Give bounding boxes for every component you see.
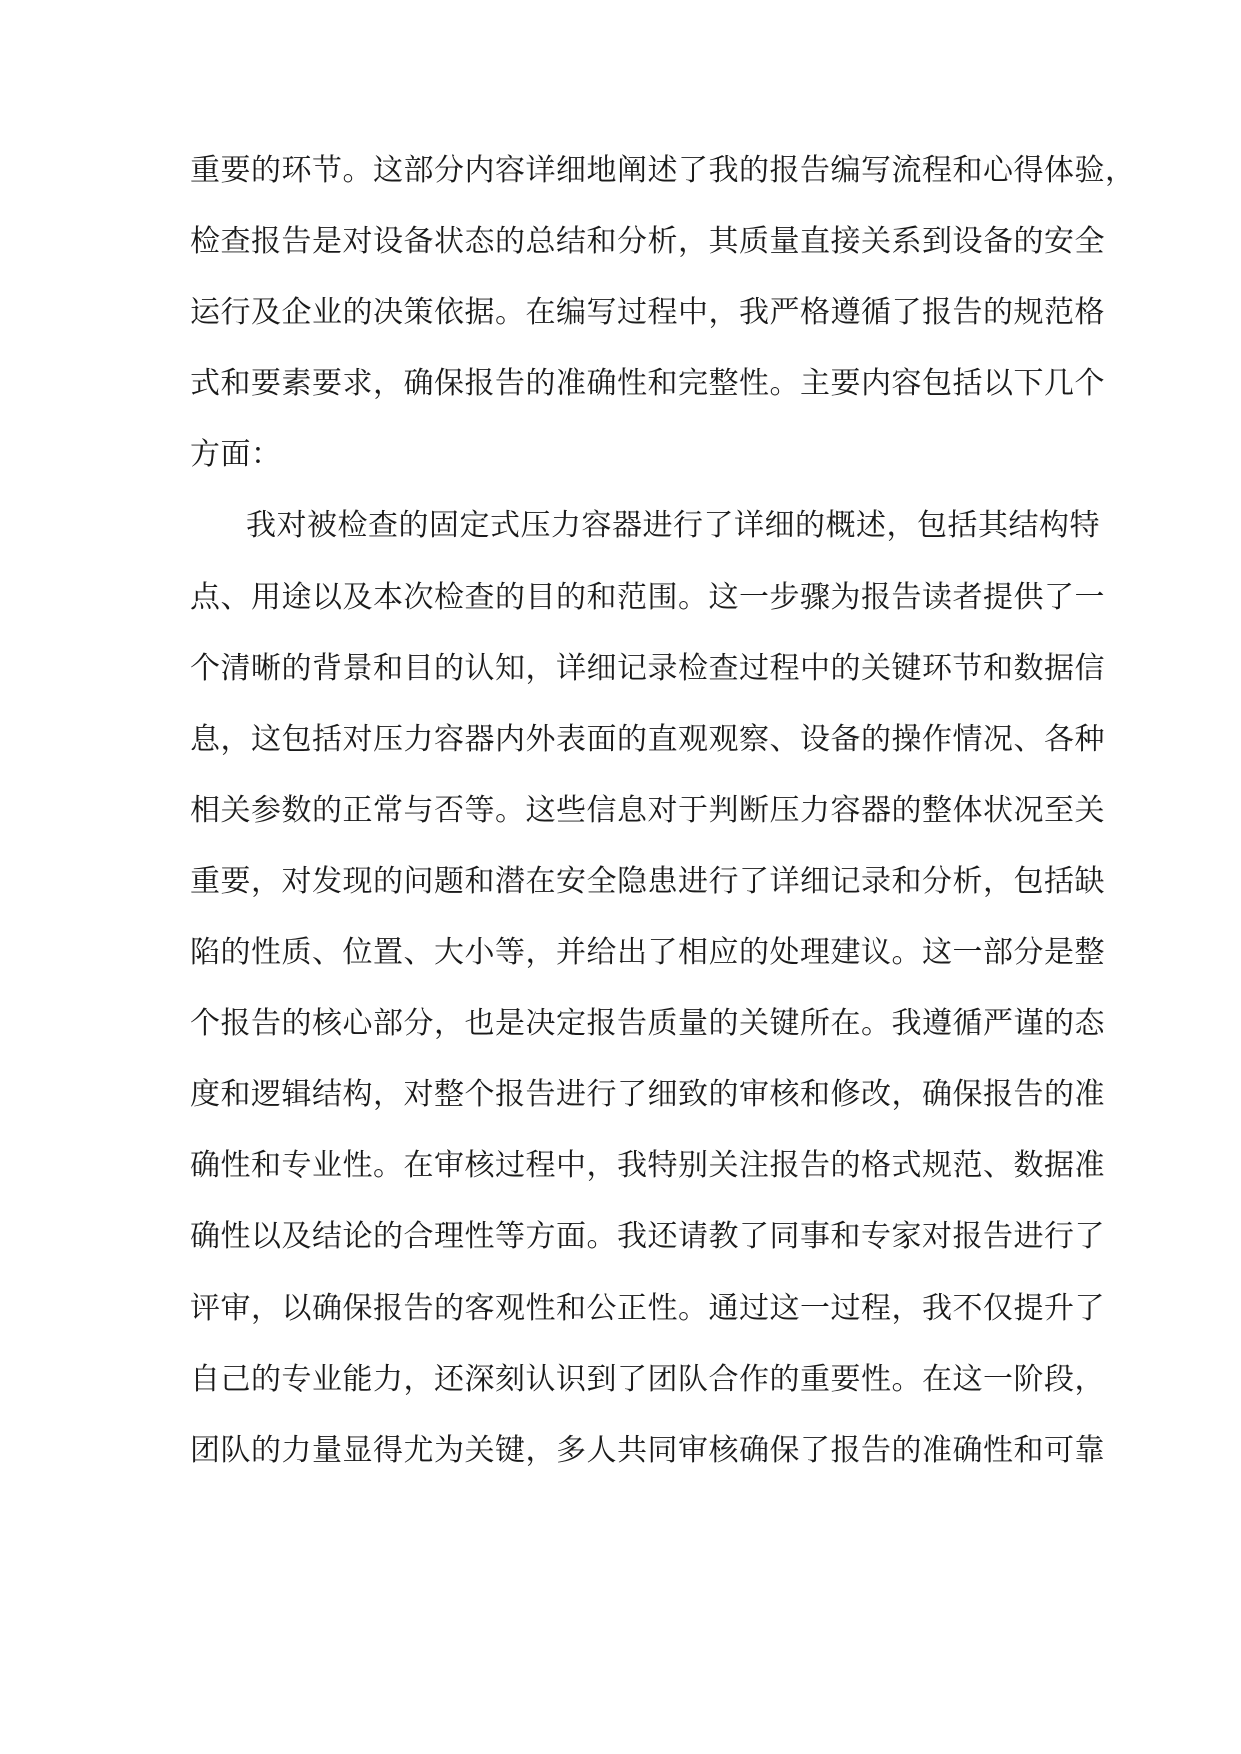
body-text	[190, 135, 1136, 1486]
text-line: 点、用途以及本次检查的目的和范围。这一步骤为报告读者提供了一	[190, 579, 1105, 615]
text-line: 团队的力量显得尤为关键，多人共同审核确保了报告的准确性和可靠	[190, 1432, 1105, 1468]
text-line: 个报告的核心部分，也是决定报告质量的关键所在。我遵循严谨的态	[190, 1006, 1105, 1042]
text-line: 检查报告是对设备状态的总结和分析，其质量直接关系到设备的安全	[190, 224, 1105, 260]
text-line: 自己的专业能力，还深刻认识到了团队合作的重要性。在这一阶段，	[190, 1361, 1105, 1397]
text-line: 重要，对发现的问题和潜在安全隐患进行了详细记录和分析，包括缺	[190, 863, 1105, 899]
text-line: 度和逻辑结构，对整个报告进行了细致的审核和修改，确保报告的准	[190, 1077, 1105, 1113]
text-line: 方面：	[190, 437, 282, 473]
text-line: 式和要素要求，确保报告的准确性和完整性。主要内容包括以下几个	[190, 366, 1105, 402]
text-line: 个清晰的背景和目的认知，详细记录检查过程中的关键环节和数据信	[190, 650, 1105, 686]
text-line: 运行及企业的决策依据。在编写过程中，我严格遵循了报告的规范格	[190, 295, 1105, 331]
text-line: 陷的性质、位置、大小等，并给出了相应的处理建议。这一部分是整	[190, 935, 1105, 971]
text-line: 确性以及结论的合理性等方面。我还请教了同事和专家对报告进行了	[190, 1219, 1105, 1255]
paragraph-first-line: 我对被检查的固定式压力容器进行了详细的概述，包括其结构特	[246, 508, 1100, 544]
text-line: 重要的环节。这部分内容详细地阐述了我的报告编写流程和心得体验，	[190, 153, 1136, 188]
text-line: 相关参数的正常与否等。这些信息对于判断压力容器的整体状况至关	[190, 792, 1105, 828]
text-line: 确性和专业性。在审核过程中，我特别关注报告的格式规范、数据准	[190, 1148, 1105, 1184]
text-line: 息，这包括对压力容器内外表面的直观观察、设备的操作情况、各种	[190, 721, 1105, 757]
text-line: 评审，以确保报告的客观性和公正性。通过这一过程，我不仅提升了	[190, 1290, 1105, 1326]
